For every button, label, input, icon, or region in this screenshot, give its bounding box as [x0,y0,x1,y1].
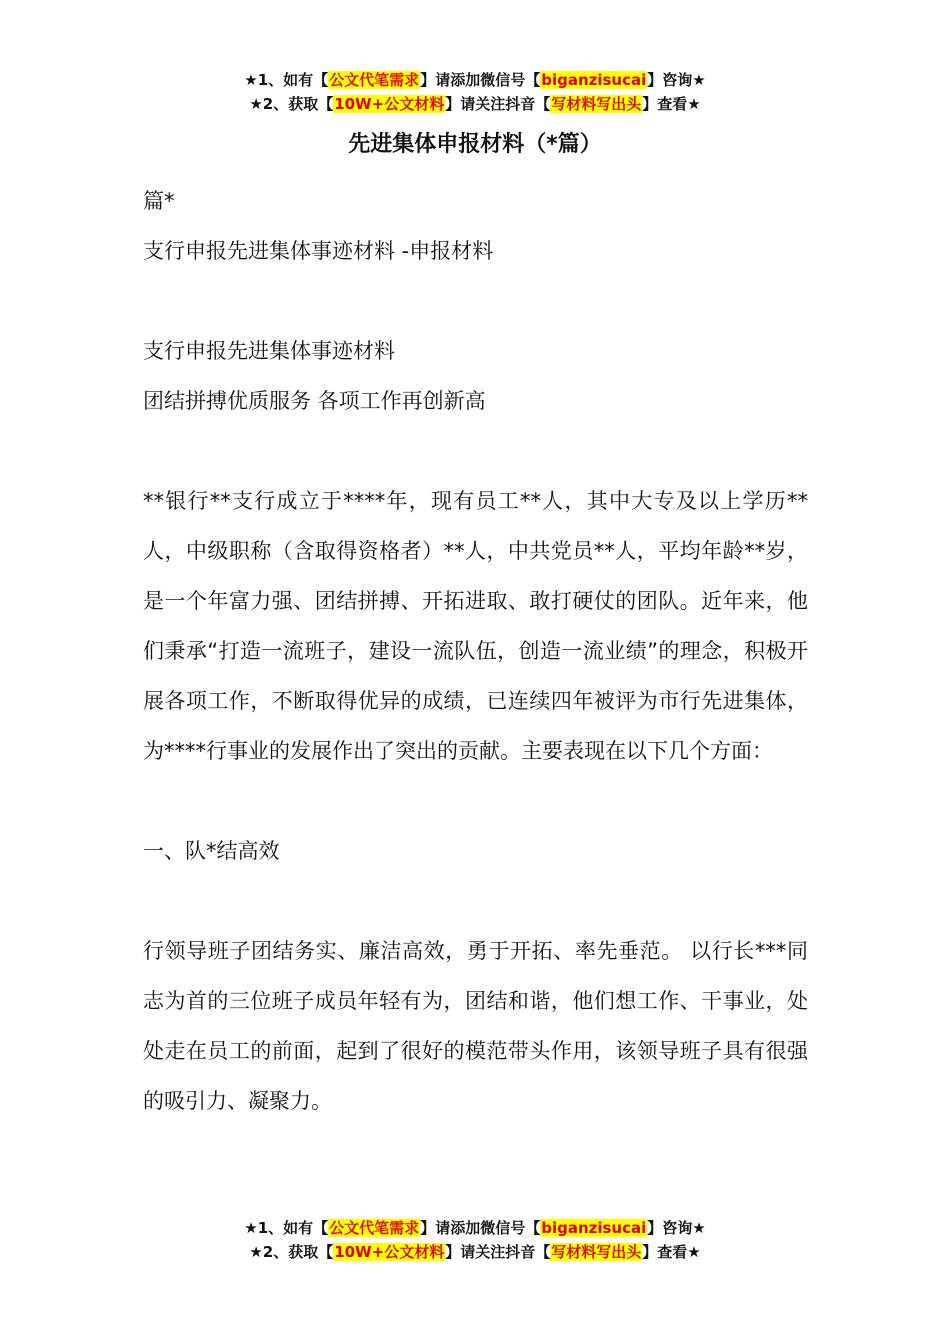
paragraph: 篇* [143,189,175,213]
highlight-wechat-id: biganzisucai [541,1219,647,1237]
highlight-materials: 10W+公文材料 [334,1243,445,1261]
highlight-service: 公文代笔需求 [329,71,420,89]
paragraph: 支行申报先进集体事迹材料 -申报材料 [143,239,494,263]
section-heading: 一、队*结高效 [143,839,280,863]
document-title: 先进集体申报材料（*篇） [348,132,602,157]
highlight-douyin-account: 写材料写出头 [551,1243,642,1261]
highlight-materials: 10W+公文材料 [334,95,445,113]
paragraph: 行领导班子团结务实、廉洁高效，勇于开拓、率先垂范。 以行长***同志为首的三位班子成员年轻有为，团结和谐，他们想工作、干事业，处处走在员工的前面，起到了很好的模范带头作用，该领导班子具有很强的吸引力、凝聚力。 [143,939,808,1113]
document-body [143,176,808,1126]
paragraph: 团结拼搏优质服务 各项工作再创新高 [143,389,486,413]
top-banner [0,68,950,116]
highlight-service: 公文代笔需求 [329,1219,420,1237]
bottom-banner [0,1216,950,1264]
banner-line-1: ★1、如有【公文代笔需求】请添加微信号【biganzisucai】咨询★ [244,71,706,89]
paragraph: **银行**支行成立于****年，现有员工**人，其中大专及以上学历**人，中级职称（含取得资格者）**人，中共党员**人，平均年龄**岁，是一个年富力强、团结拼搏、开拓进取、敢打硬仗的团队。近年来，他们秉承“打造一流班子，建设一流队伍，创造一流业绩”的理念，积极开展各项工作，不断取得优异的成绩，已连续四年被评为市行先进集体，为****行事业的发展作出了突出的贡献。主要表现在以下几个方面： [143,489,808,763]
highlight-douyin-account: 写材料写出头 [551,95,642,113]
paragraph: 支行申报先进集体事迹材料 [143,339,395,363]
highlight-wechat-id: biganzisucai [541,71,647,89]
banner-line-1: ★1、如有【公文代笔需求】请添加微信号【biganzisucai】咨询★ [244,1219,706,1237]
banner-line-2: ★2、获取【10W+公文材料】请关注抖音【写材料写出头】查看★ [249,1243,701,1261]
banner-line-2: ★2、获取【10W+公文材料】请关注抖音【写材料写出头】查看★ [249,95,701,113]
